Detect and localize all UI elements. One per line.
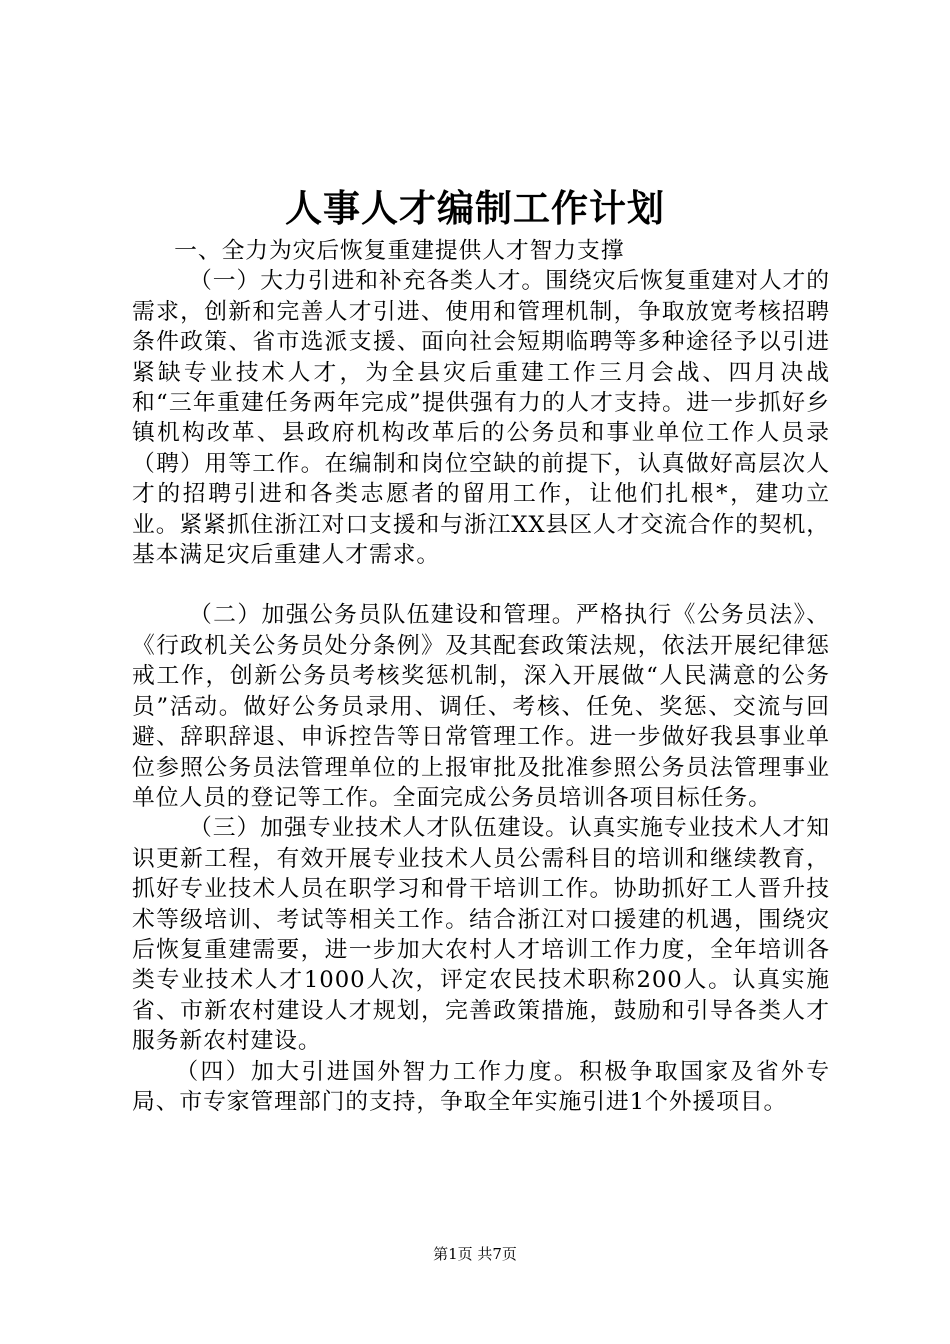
- document-body: [132, 236, 830, 1117]
- paragraph-4: （四）加大引进国外智力工作力度。积极争取国家及省外专局、市专家管理部门的支持，争取全年实施引进1个外援项目。: [132, 1058, 830, 1115]
- paragraph-2: （二）加强公务员队伍建设和管理。严格执行《公务员法》、《行政机关公务员处分条例》及其配套政策法规，依法开展纪律惩戒工作，创新公务员考核奖惩机制，深入开展做“人民满意的公务员”活动。做好公务员录用、调任、考核、任免、奖惩、交流与回避、辞职辞退、申诉控告等日常管理工作。进一步做好我县事业单位参照公务员法管理单位的上报审批及批准参照公务员法管理事业单位人员的登记等工作。全面完成公务员培训各项目标任务。: [132, 602, 830, 811]
- section-heading: 一、全力为灾后恢复重建提供人才智力支撑: [174, 238, 625, 264]
- paragraph-3: （三）加强专业技术人才队伍建设。认真实施专业技术人才知识更新工程，有效开展专业技术人员公需科目的培训和继续教育，抓好专业技术人员在职学习和骨干培训工作。协助抓好工人晋升技术等级培训、考试等相关工作。结合浙江对口援建的机遇，围绕灾后恢复重建需要，进一步加大农村人才培训工作力度，全年培训各类专业技术人才1000人次，评定农民技术职称200人。认真实施省、市新农村建设人才规划，完善政策措施，鼓励和引导各类人才服务新农村建设。: [132, 815, 830, 1055]
- paragraph-1: （一）大力引进和补充各类人才。围绕灾后恢复重建对人才的需求，创新和完善人才引进、使用和管理机制，争取放宽考核招聘条件政策、省市选派支援、面向社会短期临聘等多种途径予以引进紧缺专业技术人才，为全县灾后重建工作三月会战、四月决战和“三年重建任务两年完成”提供强有力的人才支持。进一步抓好乡镇机构改革、县政府机构改革后的公务员和事业单位工作人员录（聘）用等工作。在编制和岗位空缺的前提下，认真做好高层次人才的招聘引进和各类志愿者的留用工作，让他们扎根*，建功立业。紧紧抓住浙江对口支援和与浙江XX县区人才交流合作的契机，基本满足灾后重建人才需求。: [132, 268, 830, 569]
- page-footer: 第1页 共7页: [433, 1245, 517, 1263]
- paragraph-spacer: [132, 570, 830, 600]
- document-title: 人事人才编制工作计划: [285, 186, 665, 230]
